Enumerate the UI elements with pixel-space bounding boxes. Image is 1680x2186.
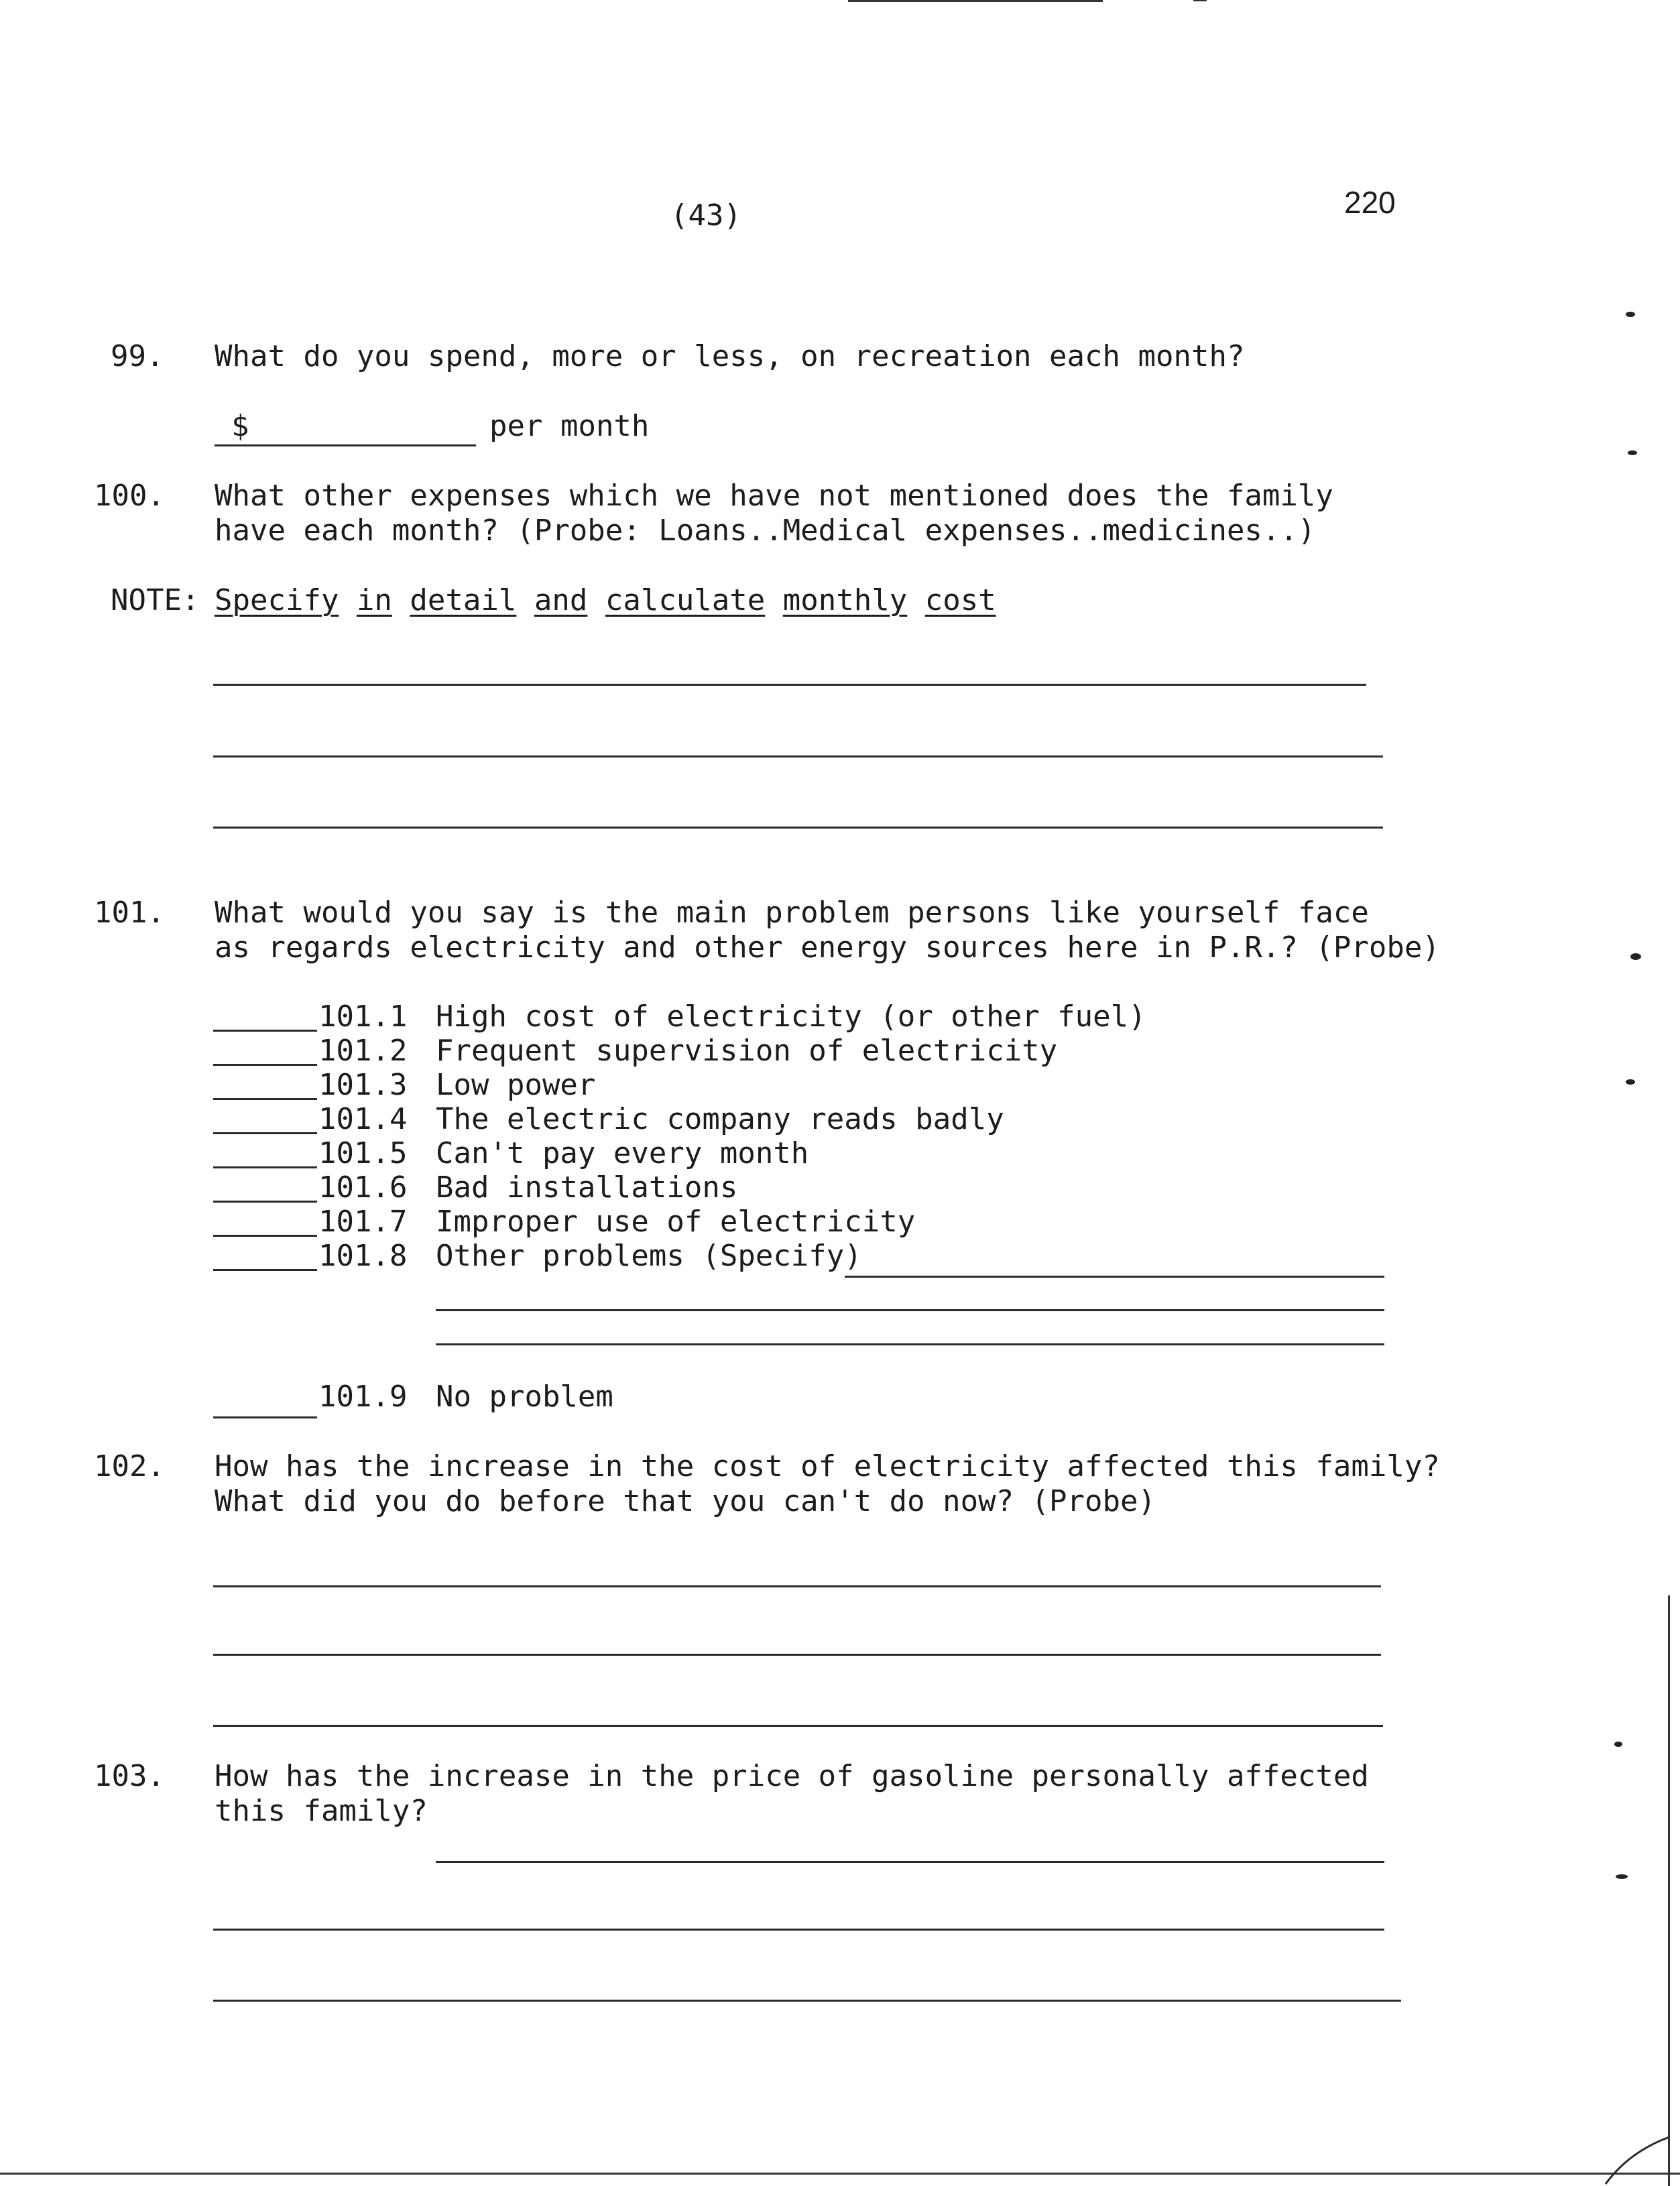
scan-speck (1630, 953, 1641, 960)
q99-amount-blank[interactable] (215, 444, 476, 446)
q99-text: What do you spend, more or less, on recreation each month? (215, 339, 1245, 373)
q100-number: 100. (94, 479, 165, 513)
scan-speck (1616, 1874, 1628, 1879)
page-number: 220 (1344, 185, 1396, 220)
q101-specify-line-2[interactable] (436, 1309, 1384, 1311)
q100-answer-line-1[interactable] (213, 684, 1366, 686)
q101-option-code: 101.3 (318, 1068, 408, 1102)
note-word: in (356, 583, 392, 617)
q101-option-label: No problem (436, 1380, 613, 1414)
scan-mark-top (848, 0, 1103, 2)
scan-speck (1614, 1742, 1622, 1747)
page-border-right (1668, 1595, 1670, 2186)
q101-option-blank[interactable] (213, 1030, 317, 1032)
q103-number: 103. (94, 1759, 165, 1793)
q101-option-code: 101.7 (318, 1205, 408, 1239)
scan-speck (1628, 450, 1637, 455)
q102-answer-line-3[interactable] (213, 1725, 1383, 1727)
q102-line2: What did you do before that you can't do now? (Probe) (215, 1484, 1156, 1518)
q103-answer-line-1[interactable] (436, 1861, 1384, 1863)
q99-unit: per month (489, 409, 650, 443)
q101-option-label: Bad installations (436, 1170, 738, 1205)
q101-option-label: The electric company reads badly (436, 1102, 1004, 1136)
q103-answer-line-2[interactable] (213, 1929, 1384, 1931)
section-number: (43) (670, 198, 741, 233)
scan-speck (1626, 312, 1635, 317)
q100-answer-line-2[interactable] (213, 755, 1383, 757)
q101-line1: What would you say is the main problem persons like yourself face (215, 896, 1369, 930)
q103-answer-line-3[interactable] (213, 2000, 1401, 2002)
q101-option-code: 101.1 (318, 999, 408, 1034)
note-word: cost (924, 583, 996, 617)
scan-mark-top-2 (1193, 0, 1207, 1)
q101-option-blank[interactable] (213, 1166, 317, 1168)
q101-option-blank[interactable] (213, 1132, 317, 1134)
q101-option-label: Other problems (Specify) (436, 1239, 862, 1273)
note-instruction (215, 583, 996, 618)
q101-specify-line-1[interactable] (845, 1276, 1384, 1278)
note-word: monthly (782, 583, 908, 617)
q101-option-code: 101.5 (318, 1136, 408, 1170)
q101-option-blank[interactable] (213, 1269, 317, 1271)
q101-option-code: 101.6 (318, 1170, 408, 1205)
page-corner-curl (1602, 2132, 1676, 2186)
q100-line1: What other expenses which we have not mentioned does the family (215, 479, 1333, 513)
q101-option-blank[interactable] (213, 1064, 317, 1066)
q102-answer-line-2[interactable] (213, 1654, 1381, 1656)
q101-option-label: Can't pay every month (436, 1136, 809, 1170)
scan-speck (1626, 1079, 1635, 1085)
q102-line1: How has the increase in the cost of electricity affected this family? (215, 1449, 1440, 1483)
q101-option-label: Low power (436, 1068, 596, 1102)
q101-option-code: 101.9 (318, 1380, 408, 1414)
q103-line1: How has the increase in the price of gasoline personally affected (215, 1759, 1369, 1793)
q99-currency: $ (231, 409, 249, 443)
note-word: and (534, 583, 588, 617)
q101-option-blank[interactable] (213, 1201, 317, 1203)
q102-number: 102. (94, 1449, 165, 1483)
q101-number: 101. (94, 896, 165, 930)
q101-option-blank[interactable] (213, 1416, 317, 1418)
q101-option-label: Frequent supervision of electricity (436, 1034, 1058, 1068)
q101-option-code: 101.4 (318, 1102, 408, 1136)
note-word: calculate (605, 583, 766, 617)
q102-answer-line-1[interactable] (213, 1585, 1381, 1587)
q101-option-blank[interactable] (213, 1235, 317, 1237)
q101-option-label: Improper use of electricity (436, 1205, 916, 1239)
note-word: detail (410, 583, 517, 617)
q99-number: 99. (111, 339, 164, 373)
page-border-bottom (0, 2173, 1680, 2175)
note-label: NOTE: (111, 583, 200, 617)
note-word: Specify (215, 583, 339, 617)
q101-specify-line-3[interactable] (436, 1343, 1384, 1345)
q101-option-code: 101.8 (318, 1239, 408, 1273)
q103-line2: this family? (215, 1794, 428, 1828)
q101-option-blank[interactable] (213, 1098, 317, 1100)
q101-line2: as regards electricity and other energy sources here in P.R.? (Probe) (215, 930, 1440, 965)
q101-option-code: 101.2 (318, 1034, 408, 1068)
q101-option-label: High cost of electricity (or other fuel) (436, 999, 1146, 1034)
q100-line2: have each month? (Probe: Loans..Medical expenses..medicines..) (215, 513, 1316, 548)
q100-answer-line-3[interactable] (213, 827, 1383, 829)
